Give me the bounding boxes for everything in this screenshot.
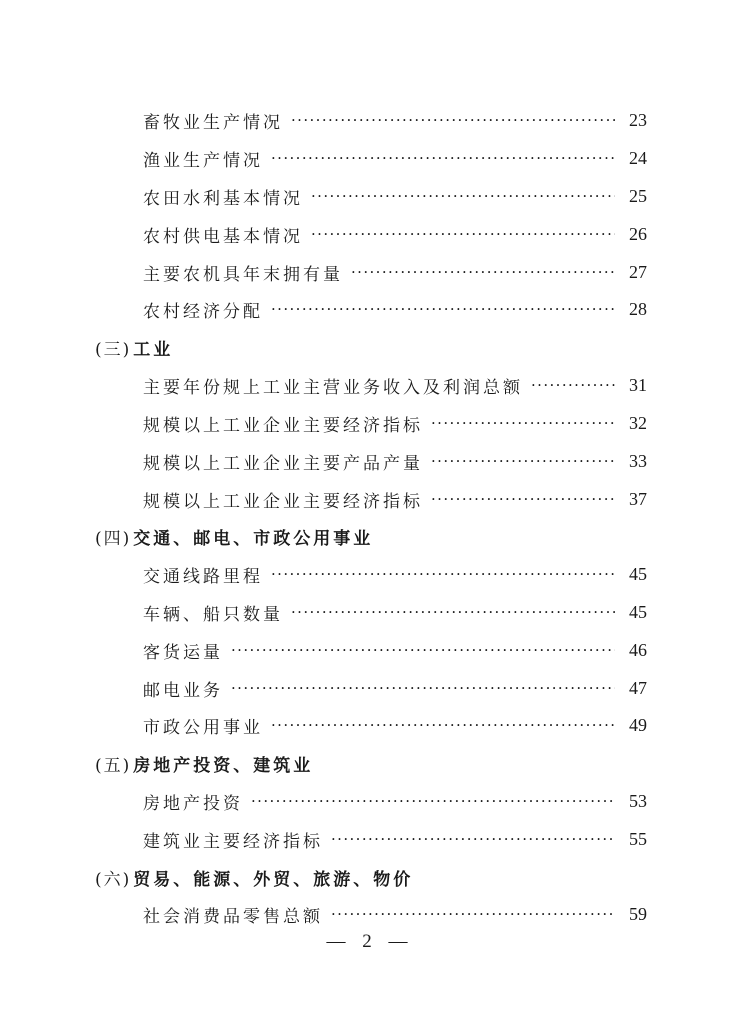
section-number: (五)	[95, 755, 132, 776]
toc-entry-page: 49	[629, 714, 647, 735]
toc-entry-page: 28	[629, 298, 647, 319]
toc-entry-title: 车辆、船只数量	[143, 604, 283, 625]
dot-leader	[531, 370, 615, 400]
toc-section-heading[interactable]	[95, 332, 173, 362]
toc-section-heading[interactable]	[95, 521, 373, 551]
section-number: (四)	[95, 528, 132, 549]
dot-leader	[271, 294, 615, 324]
toc-entry-title: 交通线路里程	[143, 566, 263, 587]
dot-leader	[431, 408, 615, 438]
toc-entry[interactable]	[143, 294, 647, 324]
section-title: 贸易、能源、外贸、旅游、物价	[133, 869, 414, 890]
dot-leader	[271, 559, 615, 589]
dot-leader	[271, 143, 615, 173]
section-title: 工业	[133, 339, 174, 360]
toc-entry-title: 邮电业务	[143, 680, 223, 701]
dot-leader	[331, 824, 615, 854]
dot-leader	[291, 597, 615, 627]
toc-entry-title: 规模以上工业企业主要产品产量	[143, 453, 423, 474]
toc-entry[interactable]	[143, 710, 647, 740]
toc-entry-page: 47	[629, 677, 647, 698]
toc-entry[interactable]	[143, 635, 647, 665]
toc-entry[interactable]	[143, 597, 647, 627]
dot-leader	[431, 484, 615, 514]
toc-entry[interactable]	[143, 257, 647, 287]
toc-entry-page: 59	[629, 903, 647, 924]
dot-leader	[231, 635, 615, 665]
toc-entry[interactable]	[143, 181, 647, 211]
toc-entry[interactable]	[143, 408, 647, 438]
toc-section-heading[interactable]	[95, 862, 413, 892]
toc-entry-title: 主要年份规上工业主营业务收入及利润总额	[143, 377, 523, 398]
toc-entry-page: 23	[629, 109, 647, 130]
dot-leader	[271, 710, 615, 740]
toc-entry-page: 27	[629, 261, 647, 282]
toc-entry-page: 31	[629, 374, 647, 395]
toc-entry-title: 主要农机具年末拥有量	[143, 264, 343, 285]
toc-entry-page: 55	[629, 828, 647, 849]
toc-entry-page: 37	[629, 488, 647, 509]
toc-entry[interactable]	[143, 899, 647, 929]
toc-entry[interactable]	[143, 824, 647, 854]
toc-entry-title: 规模以上工业企业主要经济指标	[143, 491, 423, 512]
toc-entry-title: 农村供电基本情况	[143, 226, 303, 247]
dot-leader	[431, 446, 615, 476]
toc-entry[interactable]	[143, 484, 647, 514]
toc-entry-title: 房地产投资	[143, 793, 243, 814]
toc-entry-title: 客货运量	[143, 642, 223, 663]
toc-entry[interactable]	[143, 105, 647, 135]
toc-entry[interactable]	[143, 673, 647, 703]
section-number: (三)	[95, 339, 132, 360]
dot-leader	[331, 899, 615, 929]
toc-entry-title: 建筑业主要经济指标	[143, 831, 323, 852]
toc-entry-page: 25	[629, 185, 647, 206]
dot-leader	[231, 673, 615, 703]
toc-entry[interactable]	[143, 786, 647, 816]
page-number-footer: — 2 —	[326, 931, 414, 952]
section-number: (六)	[95, 869, 132, 890]
toc-entry-page: 32	[629, 412, 647, 433]
toc-entry-title: 社会消费品零售总额	[143, 906, 323, 927]
toc-entry-title: 农田水利基本情况	[143, 188, 303, 209]
toc-entry-title: 规模以上工业企业主要经济指标	[143, 415, 423, 436]
dot-leader	[291, 105, 615, 135]
toc-entry-page: 45	[629, 601, 647, 622]
toc-entry[interactable]	[143, 370, 647, 400]
toc-entry-title: 市政公用事业	[143, 717, 263, 738]
dot-leader	[351, 257, 615, 287]
toc-entry-page: 45	[629, 563, 647, 584]
toc-entry-page: 33	[629, 450, 647, 471]
toc-entry[interactable]	[143, 446, 647, 476]
toc-entry-page: 53	[629, 790, 647, 811]
toc-entry-title: 农村经济分配	[143, 301, 263, 322]
dot-leader	[311, 219, 615, 249]
toc-entry-page: 46	[629, 639, 647, 660]
toc-entry-title: 渔业生产情况	[143, 150, 263, 171]
toc-entry-page: 26	[629, 223, 647, 244]
toc-entry[interactable]	[143, 559, 647, 589]
toc-entry[interactable]	[143, 219, 647, 249]
toc-entry-page: 24	[629, 147, 647, 168]
toc-section-heading[interactable]	[95, 748, 313, 778]
dot-leader	[251, 786, 615, 816]
section-title: 房地产投资、建筑业	[133, 755, 314, 776]
dot-leader	[311, 181, 615, 211]
toc-entry-title: 畜牧业生产情况	[143, 112, 283, 133]
section-title: 交通、邮电、市政公用事业	[133, 528, 374, 549]
toc-entry[interactable]	[143, 143, 647, 173]
